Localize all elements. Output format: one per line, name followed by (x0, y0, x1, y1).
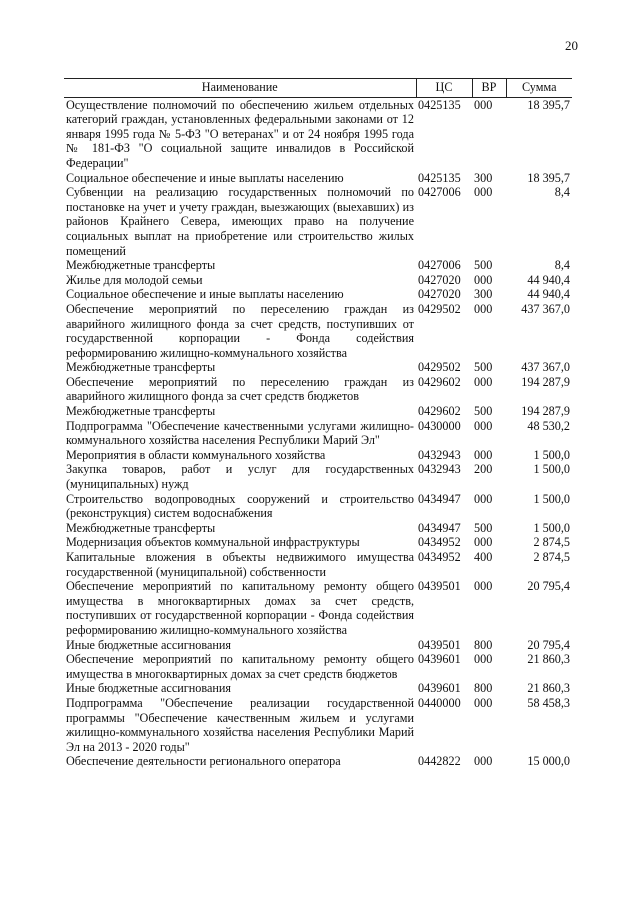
row-cs: 0442822 (418, 754, 461, 769)
row-vr: 300 (474, 287, 493, 302)
row-name: Социальное обеспечение и иные выплаты населению (66, 287, 344, 302)
row-name: Субвенции на реализацию государственных полномочий по постановке на учет и учету граждан, выезжающих (выехавших) из районов Крайнего Севера, имеющих право на получение социальных выплат на приобретение или строительство жилых помещений (66, 185, 414, 258)
table-row (64, 754, 572, 769)
row-cs: 0429602 (418, 404, 461, 419)
table-header-row (64, 79, 572, 98)
row-vr: 000 (474, 579, 493, 594)
row-vr: 000 (474, 652, 493, 667)
row-sum: 194 287,9 (521, 374, 570, 389)
row-name: Жилье для молодой семьи (66, 272, 203, 287)
row-name: Модернизация объектов коммунальной инфраструктуры (66, 535, 360, 550)
row-sum: 18 395,7 (527, 97, 570, 112)
row-name: Социальное обеспечение и иные выплаты населению (66, 170, 344, 185)
table-row (64, 419, 572, 448)
row-name: Межбюджетные трансферты (66, 258, 216, 273)
row-sum: 20 795,4 (527, 637, 570, 652)
row-sum: 58 458,3 (527, 695, 570, 710)
row-cs: 0432943 (418, 447, 461, 462)
budget-table (64, 78, 572, 769)
row-sum: 15 000,0 (527, 754, 570, 769)
row-name: Закупка товаров, работ и услуг для государственных (муниципальных) нужд (66, 462, 414, 492)
table-row (64, 535, 572, 550)
table-row (64, 696, 572, 754)
row-name: Обеспечение деятельности регионального оператора (66, 754, 341, 769)
row-vr: 000 (474, 695, 493, 710)
row-cs: 0439601 (418, 681, 461, 696)
row-name: Подпрограмма "Обеспечение качественными услугами жилищно-коммунального хозяйства населения Республики Марий Эл" (66, 418, 414, 448)
row-name: Строительство водопроводных сооружений и строительство (реконструкция) систем водоснабжения (66, 491, 414, 521)
row-vr: 000 (474, 374, 493, 389)
row-vr: 500 (474, 258, 493, 273)
row-vr: 000 (474, 754, 493, 769)
row-vr: 000 (474, 535, 493, 550)
table-row (64, 681, 572, 696)
table-row (64, 652, 572, 681)
row-cs: 0439601 (418, 652, 461, 667)
header-vr: ВР (472, 79, 506, 98)
row-sum: 21 860,3 (527, 681, 570, 696)
row-sum: 20 795,4 (527, 579, 570, 594)
row-vr: 500 (474, 360, 493, 375)
table-row (64, 404, 572, 419)
row-name: Обеспечение мероприятий по переселению граждан из аварийного жилищного фонда за счет средств бюджетов (66, 374, 414, 404)
row-vr: 800 (474, 637, 493, 652)
table-row (64, 462, 572, 491)
row-vr: 500 (474, 404, 493, 419)
row-sum: 1 500,0 (533, 491, 570, 506)
row-name: Межбюджетные трансферты (66, 520, 216, 535)
row-vr: 000 (474, 447, 493, 462)
table-row (64, 448, 572, 463)
row-cs: 0427020 (418, 287, 461, 302)
table-row (64, 273, 572, 288)
row-cs: 0434952 (418, 535, 461, 550)
row-cs: 0427020 (418, 272, 461, 287)
row-vr: 500 (474, 520, 493, 535)
row-sum: 44 940,4 (527, 287, 570, 302)
row-sum: 8,4 (554, 185, 570, 200)
row-vr: 000 (474, 301, 493, 316)
row-sum: 2 874,5 (533, 550, 570, 564)
page-number: 20 (565, 38, 578, 53)
table-row (64, 185, 572, 258)
row-name: Мероприятия в области коммунального хозяйства (66, 447, 326, 462)
table-row (64, 375, 572, 404)
row-sum: 1 500,0 (533, 462, 570, 477)
row-vr: 400 (474, 550, 493, 564)
row-vr: 000 (474, 272, 493, 287)
row-cs: 0430000 (418, 418, 461, 433)
row-sum: 437 367,0 (521, 360, 570, 375)
table-row (64, 550, 572, 579)
row-cs: 0432943 (418, 462, 461, 477)
row-cs: 0434947 (418, 491, 461, 506)
row-cs: 0434952 (418, 550, 461, 564)
table-row (64, 258, 572, 273)
row-name: Иные бюджетные ассигнования (66, 637, 232, 652)
row-sum: 44 940,4 (527, 272, 570, 287)
row-name: Межбюджетные трансферты (66, 360, 216, 375)
row-name: Капитальные вложения в объекты недвижимого имущества государственной (муниципальной) собственности (66, 550, 414, 579)
row-sum: 437 367,0 (521, 301, 570, 316)
row-cs: 0427006 (418, 258, 461, 273)
row-vr: 000 (474, 185, 493, 200)
row-cs: 0425135 (418, 97, 461, 112)
row-name: Подпрограмма "Обеспечение реализации государственной программы "Обеспечение качественным жильем и услугами жилищно-коммунального хозяйства населения Республики Марий Эл на 2013 - 2020 годы" (66, 695, 414, 754)
table-row (64, 97, 572, 170)
row-vr: 200 (474, 462, 493, 477)
table-row (64, 521, 572, 536)
row-sum: 1 500,0 (533, 520, 570, 535)
row-cs: 0427006 (418, 185, 461, 200)
row-cs: 0425135 (418, 170, 461, 185)
row-sum: 48 530,2 (527, 418, 570, 433)
row-cs: 0440000 (418, 695, 461, 710)
row-vr: 000 (474, 97, 493, 112)
row-cs: 0429502 (418, 301, 461, 316)
row-sum: 21 860,3 (527, 652, 570, 667)
header-sum: Сумма (506, 79, 572, 98)
row-name: Межбюджетные трансферты (66, 404, 216, 419)
row-sum: 2 874,5 (533, 535, 570, 550)
table-row (64, 360, 572, 375)
table-row (64, 492, 572, 521)
row-vr: 300 (474, 170, 493, 185)
row-sum: 194 287,9 (521, 404, 570, 419)
row-vr: 000 (474, 418, 493, 433)
row-name: Осуществление полномочий по обеспечению жильем отдельных категорий граждан, установленных федеральными законами от 12 января 1995 года № 5-ФЗ "О ветеранах" и от 24 ноября 1995 года № 181-ФЗ "О социальной защите инвалидов в Российской Федерации" (66, 97, 414, 170)
table-row (64, 579, 572, 637)
row-sum: 18 395,7 (527, 170, 570, 185)
row-sum: 1 500,0 (533, 447, 570, 462)
table-row (64, 171, 572, 186)
table-row (64, 302, 572, 360)
header-cs: ЦС (416, 79, 472, 98)
table-body (64, 97, 572, 769)
row-sum: 8,4 (554, 258, 570, 273)
row-cs: 0439501 (418, 637, 461, 652)
table-row (64, 638, 572, 653)
row-cs: 0439501 (418, 579, 461, 594)
row-vr: 800 (474, 681, 493, 696)
row-cs: 0429502 (418, 360, 461, 375)
row-vr: 000 (474, 491, 493, 506)
header-name: Наименование (64, 79, 416, 98)
row-cs: 0429602 (418, 374, 461, 389)
table-row (64, 287, 572, 302)
row-name: Обеспечение мероприятий по переселению граждан из аварийного жилищного фонда за счет средств, поступивших от государственной корпорации - Фонда содействия реформированию жилищно-коммунального хозяйства (66, 301, 414, 360)
row-name: Обеспечение мероприятий по капитальному ремонту общего имущества в многоквартирных домах за счет средств бюджетов (66, 652, 414, 681)
row-name: Иные бюджетные ассигнования (66, 681, 232, 696)
row-name: Обеспечение мероприятий по капитальному ремонту общего имущества в многоквартирных домах за счет средств, поступивших от государственной корпорации - Фонда содействия реформированию жилищно-коммунального хозяйства (66, 579, 414, 637)
row-cs: 0434947 (418, 520, 461, 535)
